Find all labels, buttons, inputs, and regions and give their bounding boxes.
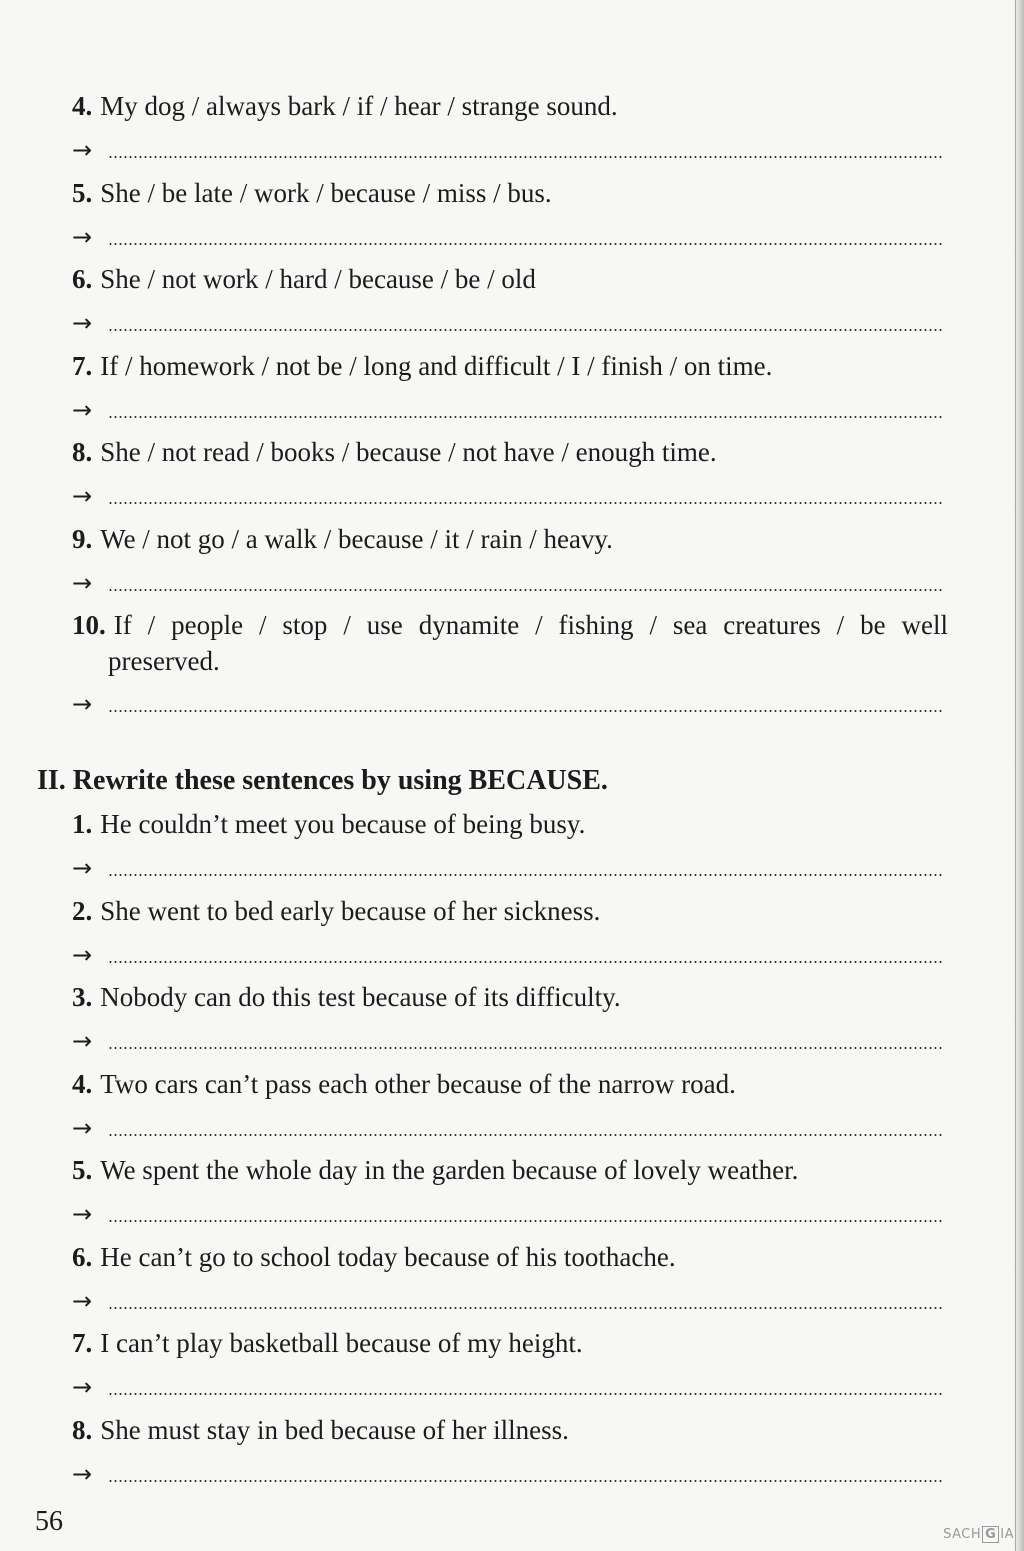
- arrow-icon: →: [72, 1373, 93, 1401]
- question-prompt: She went to bed early because of her sickness.: [100, 895, 601, 926]
- dotted-line: [108, 329, 942, 331]
- question-number: 10.: [72, 610, 106, 640]
- question-text-continued: preserved.: [108, 646, 220, 676]
- arrow-icon: →: [72, 1286, 93, 1315]
- answer-line[interactable]: [72, 136, 942, 164]
- question-prompt: She / not work / hard / because / be / old: [100, 264, 536, 294]
- question-prompt: We / not go / a walk / because / it / rain / heavy.: [100, 523, 613, 554]
- arrow-icon: →: [72, 568, 93, 597]
- exercise-item: [72, 1239, 952, 1326]
- exercise-item: [72, 521, 952, 608]
- answer-line[interactable]: [72, 309, 942, 337]
- question-text: [72, 806, 952, 842]
- arrow-icon: →: [72, 309, 93, 337]
- question-text: [72, 893, 952, 929]
- arrow-icon: →: [72, 222, 93, 251]
- answer-line[interactable]: [72, 223, 942, 251]
- question-text: [72, 1152, 952, 1188]
- exercise-item: [72, 979, 952, 1066]
- question-text: [72, 1066, 952, 1102]
- exercise-item: [72, 88, 952, 175]
- question-number: 9.: [72, 523, 93, 554]
- section-heading: II. Rewrite these sentences by using BECAUSE.: [37, 765, 608, 796]
- question-prompt: She / be late / work / because / miss / bus.: [100, 177, 552, 208]
- arrow-icon: →: [72, 1113, 93, 1142]
- answer-line[interactable]: [72, 569, 942, 597]
- answer-line[interactable]: [72, 1460, 942, 1488]
- exercise-item: [72, 1152, 952, 1239]
- question-number: 8.: [72, 437, 93, 467]
- question-text: [72, 1325, 952, 1361]
- question-text: [72, 434, 952, 470]
- question-text: [72, 175, 952, 211]
- question-number: 7.: [72, 350, 93, 381]
- dotted-line: [108, 156, 942, 158]
- question-number: 1.: [72, 809, 93, 839]
- question-text: [72, 261, 952, 297]
- answer-line[interactable]: [72, 1114, 942, 1142]
- page-edge-line: [1015, 0, 1016, 1551]
- question-text: [72, 607, 948, 643]
- question-number: 8.: [72, 1414, 93, 1445]
- dotted-line: [108, 961, 942, 963]
- exercise-item: [72, 1066, 952, 1153]
- watermark-left: SACH: [943, 1527, 982, 1542]
- question-text: [72, 1239, 952, 1275]
- question-text: [72, 1412, 952, 1448]
- exercise-item: [72, 1325, 952, 1412]
- answer-line[interactable]: [72, 1373, 942, 1401]
- question-text: [72, 521, 952, 557]
- question-number: 6.: [72, 264, 93, 294]
- dotted-line: [108, 1134, 942, 1136]
- exercise-item: [72, 1412, 952, 1499]
- dotted-line: [108, 874, 942, 876]
- question-prompt: If / people / stop / use dynamite / fishing / sea creatures / be well: [113, 610, 948, 640]
- question-text: [72, 348, 952, 384]
- answer-line[interactable]: [72, 1287, 942, 1315]
- exercise-1-list: [72, 88, 952, 727]
- question-prompt: My dog / always bark / if / hear / strange sound.: [100, 91, 618, 121]
- question-number: 5.: [72, 1155, 93, 1185]
- answer-line[interactable]: [72, 690, 942, 718]
- exercise-item: [72, 893, 952, 980]
- arrow-icon: →: [72, 1027, 93, 1055]
- answer-line[interactable]: [72, 1200, 942, 1228]
- exercise-item: [72, 607, 952, 727]
- arrow-icon: →: [72, 136, 93, 164]
- watermark-logo: [943, 1526, 1014, 1543]
- question-prompt: She must stay in bed because of her illness.: [100, 1414, 569, 1445]
- dotted-line: [108, 589, 942, 591]
- dotted-line: [108, 1393, 942, 1395]
- dotted-line: [108, 243, 942, 245]
- question-prompt: If / homework / not be / long and difficult / I / finish / on time.: [100, 350, 773, 381]
- answer-line[interactable]: [72, 1027, 942, 1055]
- arrow-icon: →: [72, 690, 93, 718]
- arrow-icon: →: [72, 1459, 93, 1488]
- question-number: 5.: [72, 177, 93, 208]
- page-number: 56: [35, 1506, 63, 1537]
- answer-line[interactable]: [72, 854, 942, 882]
- dotted-line: [108, 1220, 942, 1222]
- question-number: 3.: [72, 982, 93, 1012]
- arrow-icon: →: [72, 854, 93, 882]
- arrow-icon: →: [72, 395, 93, 424]
- arrow-icon: →: [72, 482, 93, 510]
- question-prompt: We spent the whole day in the garden because of lovely weather.: [100, 1155, 799, 1185]
- answer-line[interactable]: [72, 482, 942, 510]
- answer-line[interactable]: [72, 941, 942, 969]
- exercise-item: [72, 348, 952, 435]
- arrow-icon: →: [72, 1200, 93, 1228]
- answer-line[interactable]: [72, 396, 942, 424]
- question-number: 6.: [72, 1241, 93, 1272]
- question-prompt: I can’t play basketball because of my height.: [100, 1328, 583, 1358]
- dotted-line: [108, 710, 942, 712]
- exercise-item: [72, 806, 952, 893]
- question-prompt: Nobody can do this test because of its difficulty.: [100, 982, 621, 1012]
- question-number: 4.: [72, 1068, 93, 1099]
- question-text: [72, 979, 952, 1015]
- watermark-box: G: [982, 1526, 999, 1543]
- question-number: 7.: [72, 1328, 93, 1358]
- exercise-item: [72, 175, 952, 262]
- question-number: 2.: [72, 895, 93, 926]
- arrow-icon: →: [72, 940, 93, 969]
- question-prompt: Two cars can’t pass each other because of the narrow road.: [100, 1068, 736, 1099]
- dotted-line: [108, 1047, 942, 1049]
- exercise-item: [72, 434, 952, 521]
- exercise-item: [72, 261, 952, 348]
- question-text: [72, 88, 952, 124]
- exercise-2-list: [72, 806, 952, 1498]
- question-prompt: She / not read / books / because / not have / enough time.: [100, 437, 717, 467]
- watermark-right: IA: [1000, 1527, 1014, 1542]
- dotted-line: [108, 1480, 942, 1482]
- dotted-line: [108, 502, 942, 504]
- dotted-line: [108, 416, 942, 418]
- dotted-line: [108, 1307, 942, 1309]
- question-number: 4.: [72, 91, 93, 121]
- question-prompt: He can’t go to school today because of his toothache.: [100, 1241, 676, 1272]
- question-prompt: He couldn’t meet you because of being busy.: [100, 809, 586, 839]
